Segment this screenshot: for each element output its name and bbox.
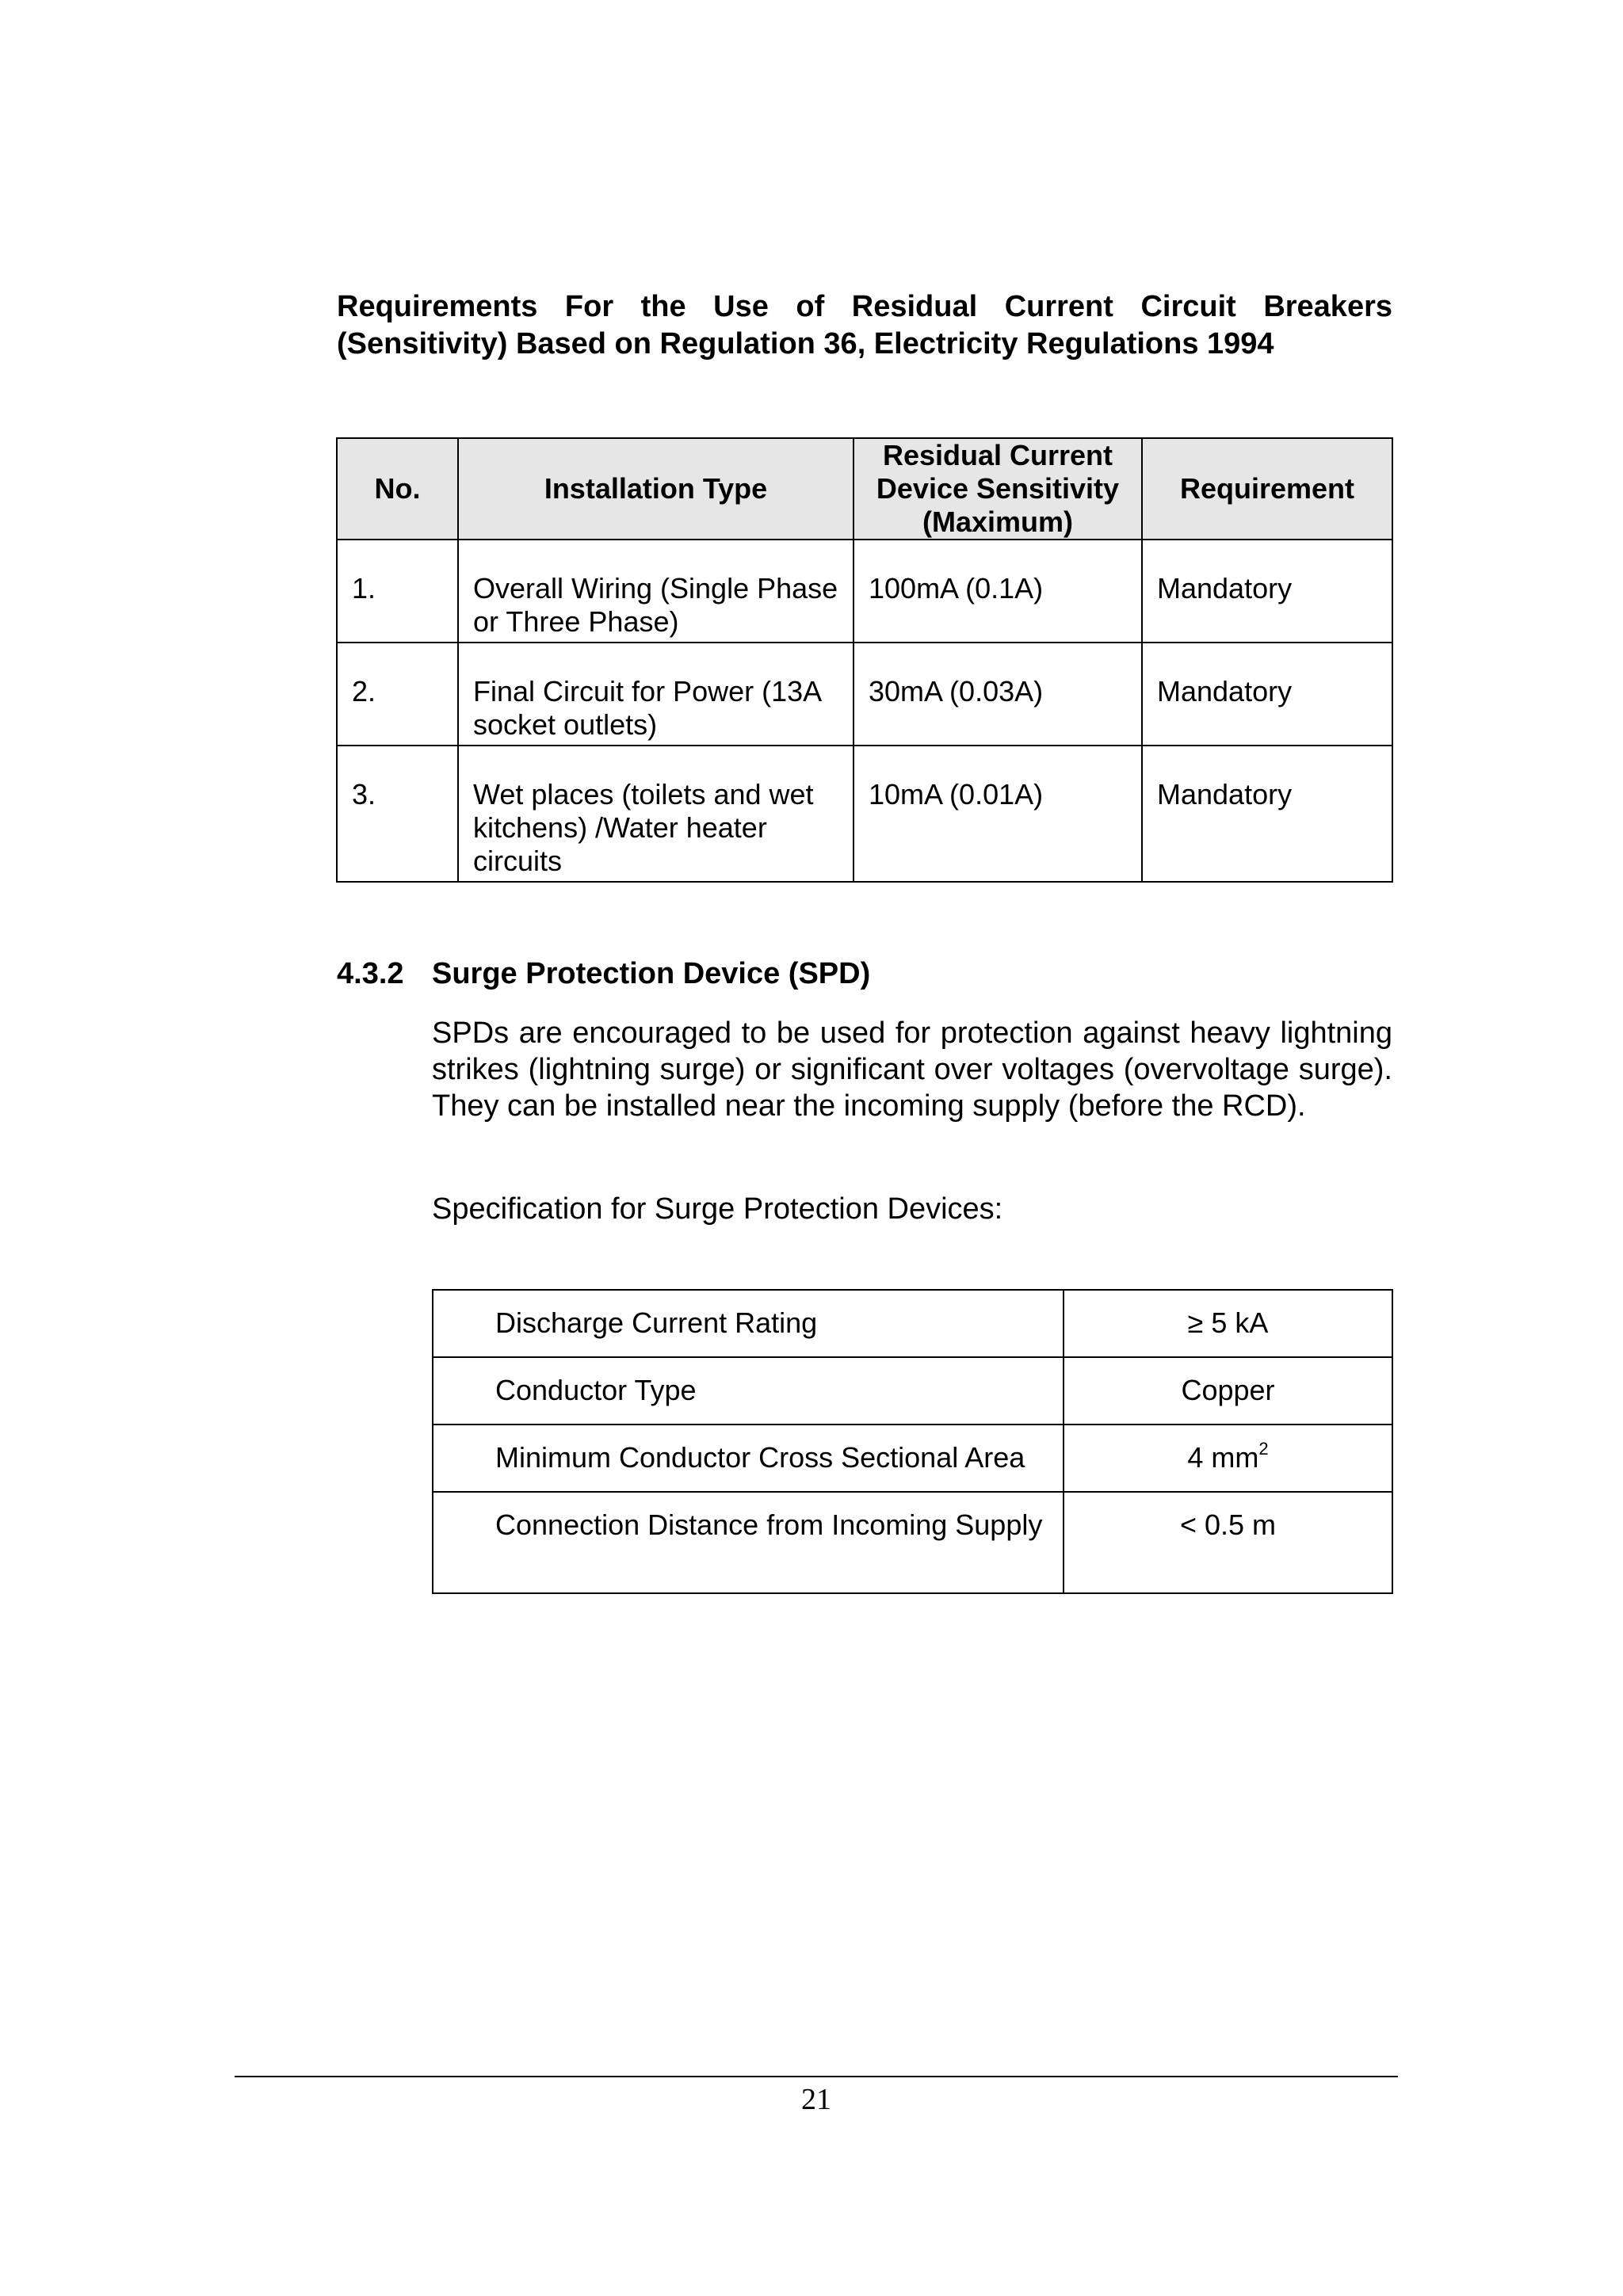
row-installation-type: Overall Wiring (Single Phase or Three Phase) — [458, 540, 854, 643]
spec-label: Connection Distance from Incoming Supply — [433, 1492, 1064, 1593]
header-requirement: Requirement — [1142, 438, 1392, 540]
page-title: Requirements For the Use of Residual Current Circuit Breakers (Sensitivity) Based on Regulation 36, Electricity Regulations 1994 — [337, 290, 1392, 360]
rcd-requirements-table — [336, 437, 1393, 883]
section-heading — [337, 955, 870, 992]
spd-spec-table — [432, 1289, 1393, 1594]
spec-value: Copper — [1064, 1357, 1392, 1425]
page-number: 21 — [801, 2083, 831, 2116]
row-requirement: Mandatory — [1142, 643, 1392, 746]
table-row — [337, 746, 1392, 882]
header-installation-type: Installation Type — [458, 438, 854, 540]
row-no: 1. — [337, 540, 458, 643]
row-no: 3. — [337, 746, 458, 882]
spec-label: Discharge Current Rating — [433, 1290, 1064, 1357]
table-header-row — [337, 438, 1392, 540]
header-sensitivity: Residual Current Device Sensitivity (Maximum) — [854, 438, 1142, 540]
row-requirement: Mandatory — [1142, 746, 1392, 882]
table-row — [337, 540, 1392, 643]
table-row — [433, 1290, 1392, 1357]
header-no: No. — [337, 438, 458, 540]
spec-value-superscript: 2 — [1258, 1439, 1269, 1459]
table-row — [433, 1492, 1392, 1593]
row-installation-type: Wet places (toilets and wet kitchens) /Water heater circuits — [458, 746, 854, 882]
spec-label: Minimum Conductor Cross Sectional Area — [433, 1425, 1064, 1492]
table-row — [433, 1425, 1392, 1492]
table-row — [337, 643, 1392, 746]
spec-value: ≥ 5 kA — [1064, 1290, 1392, 1357]
spec-value-text: 4 mm — [1187, 1441, 1259, 1474]
row-sensitivity: 10mA (0.01A) — [854, 746, 1142, 882]
table-row — [433, 1357, 1392, 1425]
row-sensitivity: 100mA (0.1A) — [854, 540, 1142, 643]
section-number: 4.3.2 — [337, 957, 404, 990]
spec-value — [1064, 1425, 1392, 1492]
spec-intro-text: Specification for Surge Protection Devices: — [432, 1192, 1003, 1226]
row-no: 2. — [337, 643, 458, 746]
section-body-paragraph: SPDs are encouraged to be used for protection against heavy lightning strikes (lightning surge) or significant over voltages (overvoltage surge). They can be installed near the incoming supply (before the RCD). — [432, 1016, 1392, 1123]
row-requirement: Mandatory — [1142, 540, 1392, 643]
row-sensitivity: 30mA (0.03A) — [854, 643, 1142, 746]
spec-value: < 0.5 m — [1064, 1492, 1392, 1593]
row-installation-type: Final Circuit for Power (13A socket outlets) — [458, 643, 854, 746]
footer-divider — [235, 2076, 1398, 2077]
spec-label: Conductor Type — [433, 1357, 1064, 1425]
section-title: Surge Protection Device (SPD) — [432, 957, 871, 990]
